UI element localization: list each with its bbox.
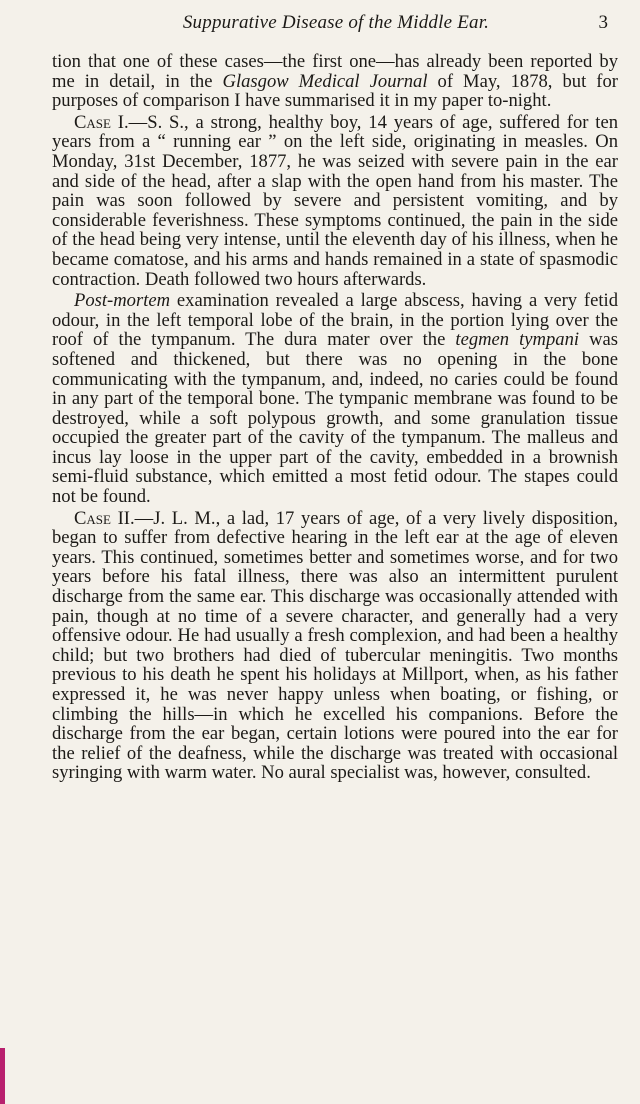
case-two-lead: Case II.: [74, 507, 135, 529]
postmortem-lead: Post-mortem: [74, 290, 171, 312]
tegmen-term: tegmen tympani: [455, 329, 580, 351]
running-head: [52, 12, 620, 40]
page-number: 3: [598, 12, 608, 33]
case-one-lead: Case I.: [74, 111, 129, 133]
page-edge-mark: [0, 1048, 5, 1104]
case-one-text: —S. S., a strong, healthy boy, 14 years of age, suffered for ten years from a “ running ear ” on the left side, originating in measles. On Monday, 31st December, 1877, he was seized with severe pain in the ear and side of the head, after a slap with the open hand from his master. The pain was soon followed by severe and persistent vomiting, and by considerable feverishness. These symptoms continued, the pain in the side of the head being very intense, until the eleventh day of his illness, when he became comatose, and his arms and hands remained in a state of spasmodic contraction. Death followed two hours afterwards.: [52, 111, 619, 290]
postmortem-text-after: was softened and thickened, but there was no opening in the bone communicating with the tympanum, and, indeed, no caries could be found in any part of the temporal bone. The tympanic membrane was found to be destroyed, while a soft polypous growth, and some granulation tissue occupied the greater part of the cavity of the tympanum. The malleus and incus lay loose in the upper part of the cavity, embedded in a brownish semi-fluid substance, which emitted a most fetid odour. The stapes could not be found.: [52, 329, 619, 508]
body-text: [52, 52, 618, 785]
case-two-text: —J. L. M., a lad, 17 years of age, of a very lively disposition, began to suffer from defective hearing in the left ear at the age of eleven years. This continued, sometimes better and sometimes worse, and for two years before his fatal illness, there was also an intermittent purulent discharge from the same ear. This discharge was occasionally attended with pain, though at no time of a severe character, and generally had a very offensive odour. He had usually a fresh complexion, and had been a healthy child; but two brothers had died of tubercular meningitis. Two months previous to his death he spent his holidays at Millport, when, as his father expressed it, he was never happy unless when boating, or fishing, or climbing the hills—in which he excelled his companions. Before the discharge from the ear began, certain lotions were poured into the ear for the relief of the deafness, while the discharge was treated with occasional syringing with warm water. No aural specialist was, however, consulted.: [52, 507, 618, 784]
running-title: Suppurative Disease of the Middle Ear.: [182, 12, 490, 33]
intro-paragraph: [52, 52, 618, 111]
intro-text-before: tion that one of these cases—the first one—has already been reported by me in detail, in the: [52, 51, 618, 92]
postmortem-text-before: examination revealed a large abscess, having a very fetid odour, in the left temporal lobe of the brain, in the portion lying over the roof of the tympanum. The dura mater over the: [52, 290, 618, 351]
intro-text-after: of May, 1878, but for purposes of comparison I have summarised it in my paper to-night.: [52, 70, 618, 112]
case-two-paragraph: [52, 509, 618, 783]
journal-title: Glasgow Medical Journal: [222, 70, 428, 92]
case-one-paragraph: [52, 113, 618, 289]
postmortem-paragraph: [52, 291, 618, 507]
